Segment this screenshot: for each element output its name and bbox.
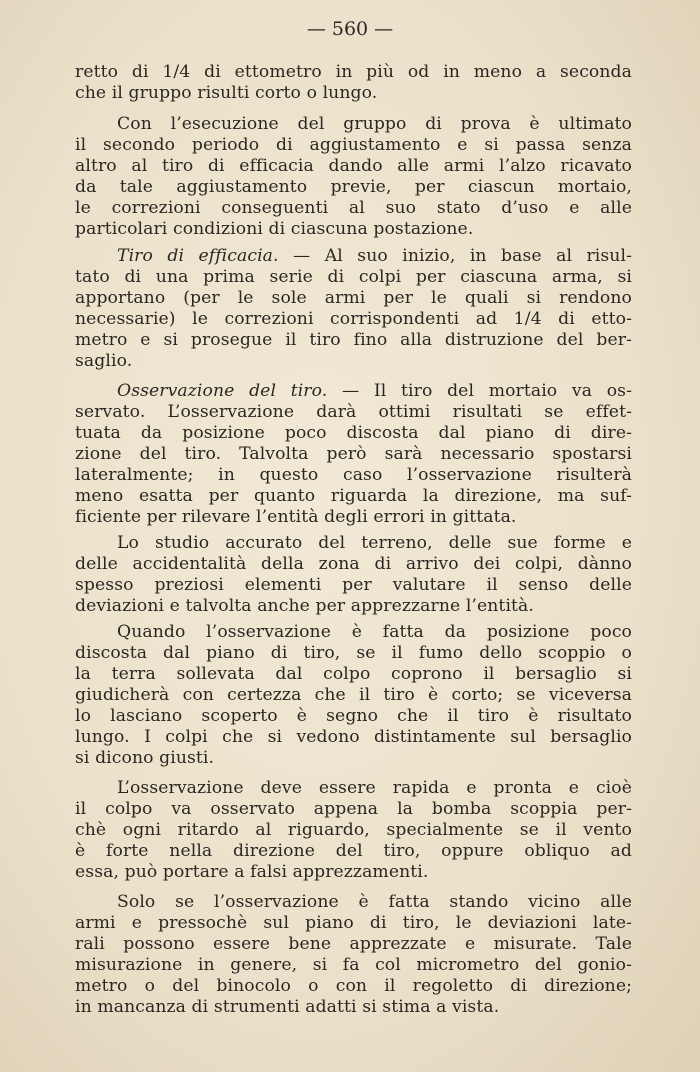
text-line: zione del tiro. Talvolta però sarà necessario spostarsi [75, 444, 632, 464]
text-line: lungo. I colpi che si vedono distintamente sul bersaglio [75, 727, 632, 747]
text-line: Lo studio accurato del terreno, delle sue forme e [117, 533, 632, 553]
text-line: il secondo periodo di aggiustamento e si passa senza [75, 135, 632, 155]
text-line [75, 381, 632, 402]
text-line: Con l’esecuzione del gruppo di prova è ultimato [117, 114, 632, 134]
text-line: altro al tiro di efficacia dando alle armi l’alzo ricavato [75, 156, 632, 176]
text-line: ficiente per rilevare l’entità degli errori in gittata. [75, 507, 517, 527]
text-line: necessarie) le correzioni corrispondenti ad 1/4 di etto- [75, 309, 632, 329]
text-line: saglio. [75, 351, 133, 371]
paragraph [75, 62, 632, 104]
text-line: armi e pressochè sul piano di tiro, le deviazioni late- [75, 913, 632, 933]
text-line: Quando l’osservazione è fatta da posizione poco [117, 622, 632, 642]
text-line: tuata da posizione poco discosta dal piano di dire- [75, 423, 632, 443]
paragraph [75, 381, 632, 528]
section-heading: Osservazione del tiro. [117, 381, 328, 401]
section-heading: Tiro di efficacia. [117, 246, 279, 266]
text-line: si dicono giusti. [75, 748, 215, 768]
text-line: il colpo va osservato appena la bomba scoppia per- [75, 799, 632, 819]
text-line: in mancanza di strumenti adatti si stima a vista. [75, 997, 500, 1017]
text-line: giudicherà con certezza che il tiro è corto; se viceversa [75, 685, 632, 705]
text-line: lo lasciano scoperto è segno che il tiro è risultato [75, 706, 632, 726]
text-line: spesso preziosi elementi per valutare il senso delle [75, 575, 632, 595]
paragraph [75, 892, 632, 1018]
text-line: particolari condizioni di ciascuna postazione. [75, 219, 474, 239]
text-line: metro o del binocolo o con il regoletto di direzione; [75, 976, 632, 996]
text-line: le correzioni conseguenti al suo stato d’uso e alle [75, 198, 632, 218]
text-line: L’osservazione deve essere rapida e pronta e cioè [117, 778, 632, 798]
paragraph [75, 533, 632, 617]
text-line: è forte nella direzione del tiro, oppure obliquo ad [75, 841, 632, 861]
text-line: rali possono essere bene apprezzate e misurate. Tale [75, 934, 632, 954]
text-line: che il gruppo risulti corto o lungo. [75, 83, 378, 103]
text-line [75, 246, 632, 267]
text-line: meno esatta per quanto riguarda la direzione, ma suf- [75, 486, 632, 506]
paragraph [75, 778, 632, 883]
text-line: retto di 1/4 di ettometro in più od in meno a seconda [75, 62, 632, 82]
text-line: deviazioni e talvolta anche per apprezzarne l’entità. [75, 596, 534, 616]
text-line: metro e si prosegue il tiro fino alla distruzione del ber- [75, 330, 632, 350]
text-line: tato di una prima serie di colpi per ciascuna arma, si [75, 267, 632, 287]
paragraph [75, 622, 632, 769]
text-run: — Al suo inizio, in base al risul- [278, 246, 632, 266]
text-line: misurazione in genere, si fa col micrometro del gonio- [75, 955, 632, 975]
text-line: discosta dal piano di tiro, se il fumo dello scoppio o [75, 643, 632, 663]
text-line: apportano (per le sole armi per le quali si rendono [75, 288, 632, 308]
text-line: essa, può portare a falsi apprezzamenti. [75, 862, 429, 882]
text-line: da tale aggiustamento previe, per ciascun mortaio, [75, 177, 632, 197]
text-line: la terra sollevata dal colpo coprono il bersaglio si [75, 664, 632, 684]
text-run: — Il tiro del mortaio va os- [327, 381, 632, 401]
paragraph [75, 246, 632, 372]
text-line: lateralmente; in questo caso l’osservazione risulterà [75, 465, 632, 485]
text-line: Solo se l’osservazione è fatta stando vicino alle [117, 892, 632, 912]
text-line: servato. L’osservazione darà ottimi risultati se effet- [75, 402, 632, 422]
text-line: chè ogni ritardo al riguardo, specialmente se il vento [75, 820, 632, 840]
text-line: delle accidentalità della zona di arrivo dei colpi, dànno [75, 554, 632, 574]
paragraph [75, 114, 632, 240]
page-number: — 560 — [306, 18, 394, 40]
